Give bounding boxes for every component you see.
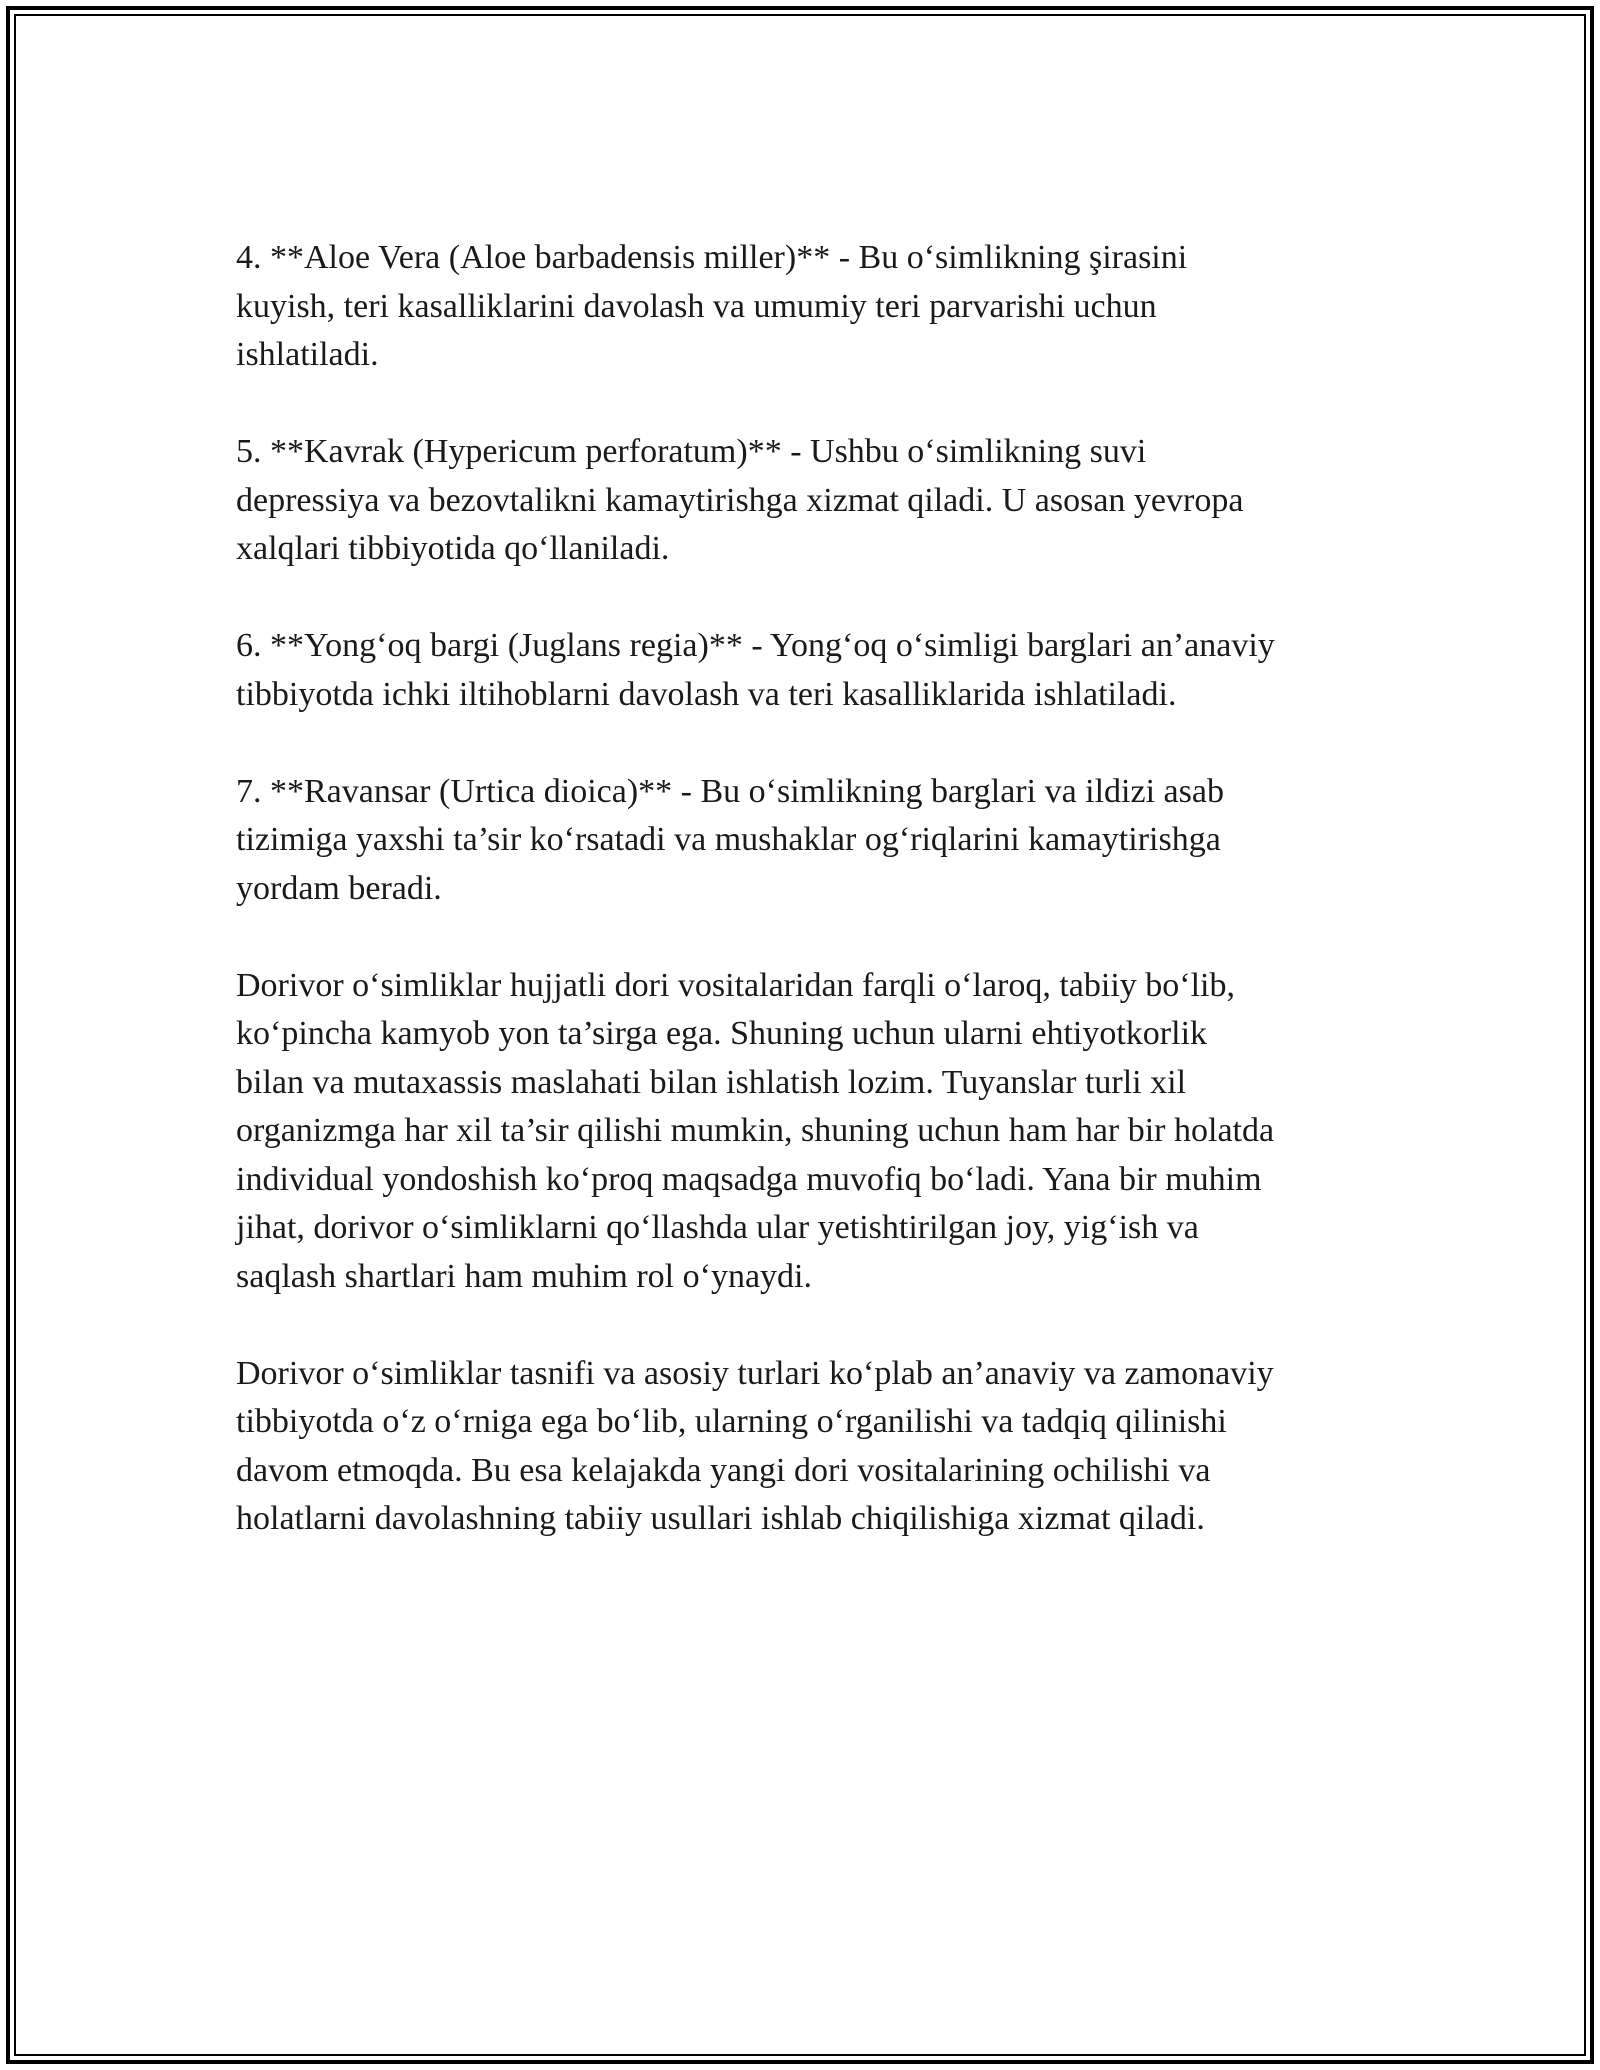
text-line: jihat, dorivor o‘simliklarni qo‘llashda ular yetishtirilgan joy, yig‘ish va [236, 1209, 1199, 1246]
text-line: 5. **Kavrak (Hypericum perforatum)** - Ushbu o‘simlikning suvi [236, 433, 1147, 470]
text-line: depressiya va bezovtalikni kamaytirishga xizmat qiladi. U asosan yevropa [236, 481, 1244, 519]
text-line: 6. **Yong‘oq bargi (Juglans regia)** - Yong‘oq o‘simligi barglari an’anaviy [236, 627, 1275, 664]
list-item-kavrak [236, 428, 1376, 574]
text-line: saqlash shartlari ham muhim rol o‘ynaydi. [236, 1257, 812, 1295]
text-line: xalqlari tibbiyotida qo‘llaniladi. [236, 530, 670, 567]
text-line: tibbiyotda ichki iltihoblarni davolash va teri kasalliklarida ishlatiladi. [236, 675, 1177, 713]
text-line: organizmga har xil ta’sir qilishi mumkin, shuning uchun ham har bir holatda [236, 1112, 1275, 1149]
paragraph-conclusion [236, 1350, 1376, 1544]
text-line: kuyish, teri kasalliklarini davolash va umumiy teri parvarishi uchun [236, 287, 1157, 325]
list-item-yongoq-bargi [236, 622, 1376, 719]
text-line: tizimiga yaxshi ta’sir ko‘rsatadi va mushaklar og‘riqlarini kamaytirishga [236, 821, 1221, 858]
text-line: tibbiyotda o‘z o‘rniga ega bo‘lib, ularning o‘rganilishi va tadqiq qilinishi [236, 1403, 1227, 1440]
document-body [236, 234, 1376, 1592]
text-line: yordam beradi. [236, 869, 442, 907]
text-line: ko‘pincha kamyob yon ta’sirga ega. Shuning uchun ularni ehtiyotkorlik [236, 1015, 1208, 1052]
paragraph-usage-notes [236, 962, 1376, 1302]
text-line: Dorivor o‘simliklar tasnifi va asosiy turlari ko‘plab an’anaviy va zamonaviy [236, 1354, 1274, 1392]
text-line: individual yondoshish ko‘proq maqsadga muvofiq bo‘ladi. Yana bir muhim [236, 1160, 1262, 1198]
text-line: holatlarni davolashning tabiiy usullari ishlab chiqilishiga xizmat qiladi. [236, 1500, 1205, 1537]
text-line: ishlatiladi. [236, 336, 379, 373]
text-line: 7. **Ravansar (Urtica dioica)** - Bu o‘simlikning barglari va ildizi asab [236, 772, 1224, 810]
text-line: 4. **Aloe Vera (Aloe barbadensis miller)** - Bu o‘simlikning şirasini [236, 239, 1188, 276]
text-line: davom etmoqda. Bu esa kelajakda yangi dori vositalarining ochilishi va [236, 1451, 1211, 1489]
list-item-aloe-vera [236, 234, 1376, 380]
text-line: bilan va mutaxassis maslahati bilan ishlatish lozim. Tuyanslar turli xil [236, 1063, 1187, 1101]
list-item-ravansar [236, 768, 1376, 914]
text-line: Dorivor o‘simliklar hujjatli dori vositalaridan farqli o‘laroq, tabiiy bo‘lib, [236, 966, 1235, 1004]
